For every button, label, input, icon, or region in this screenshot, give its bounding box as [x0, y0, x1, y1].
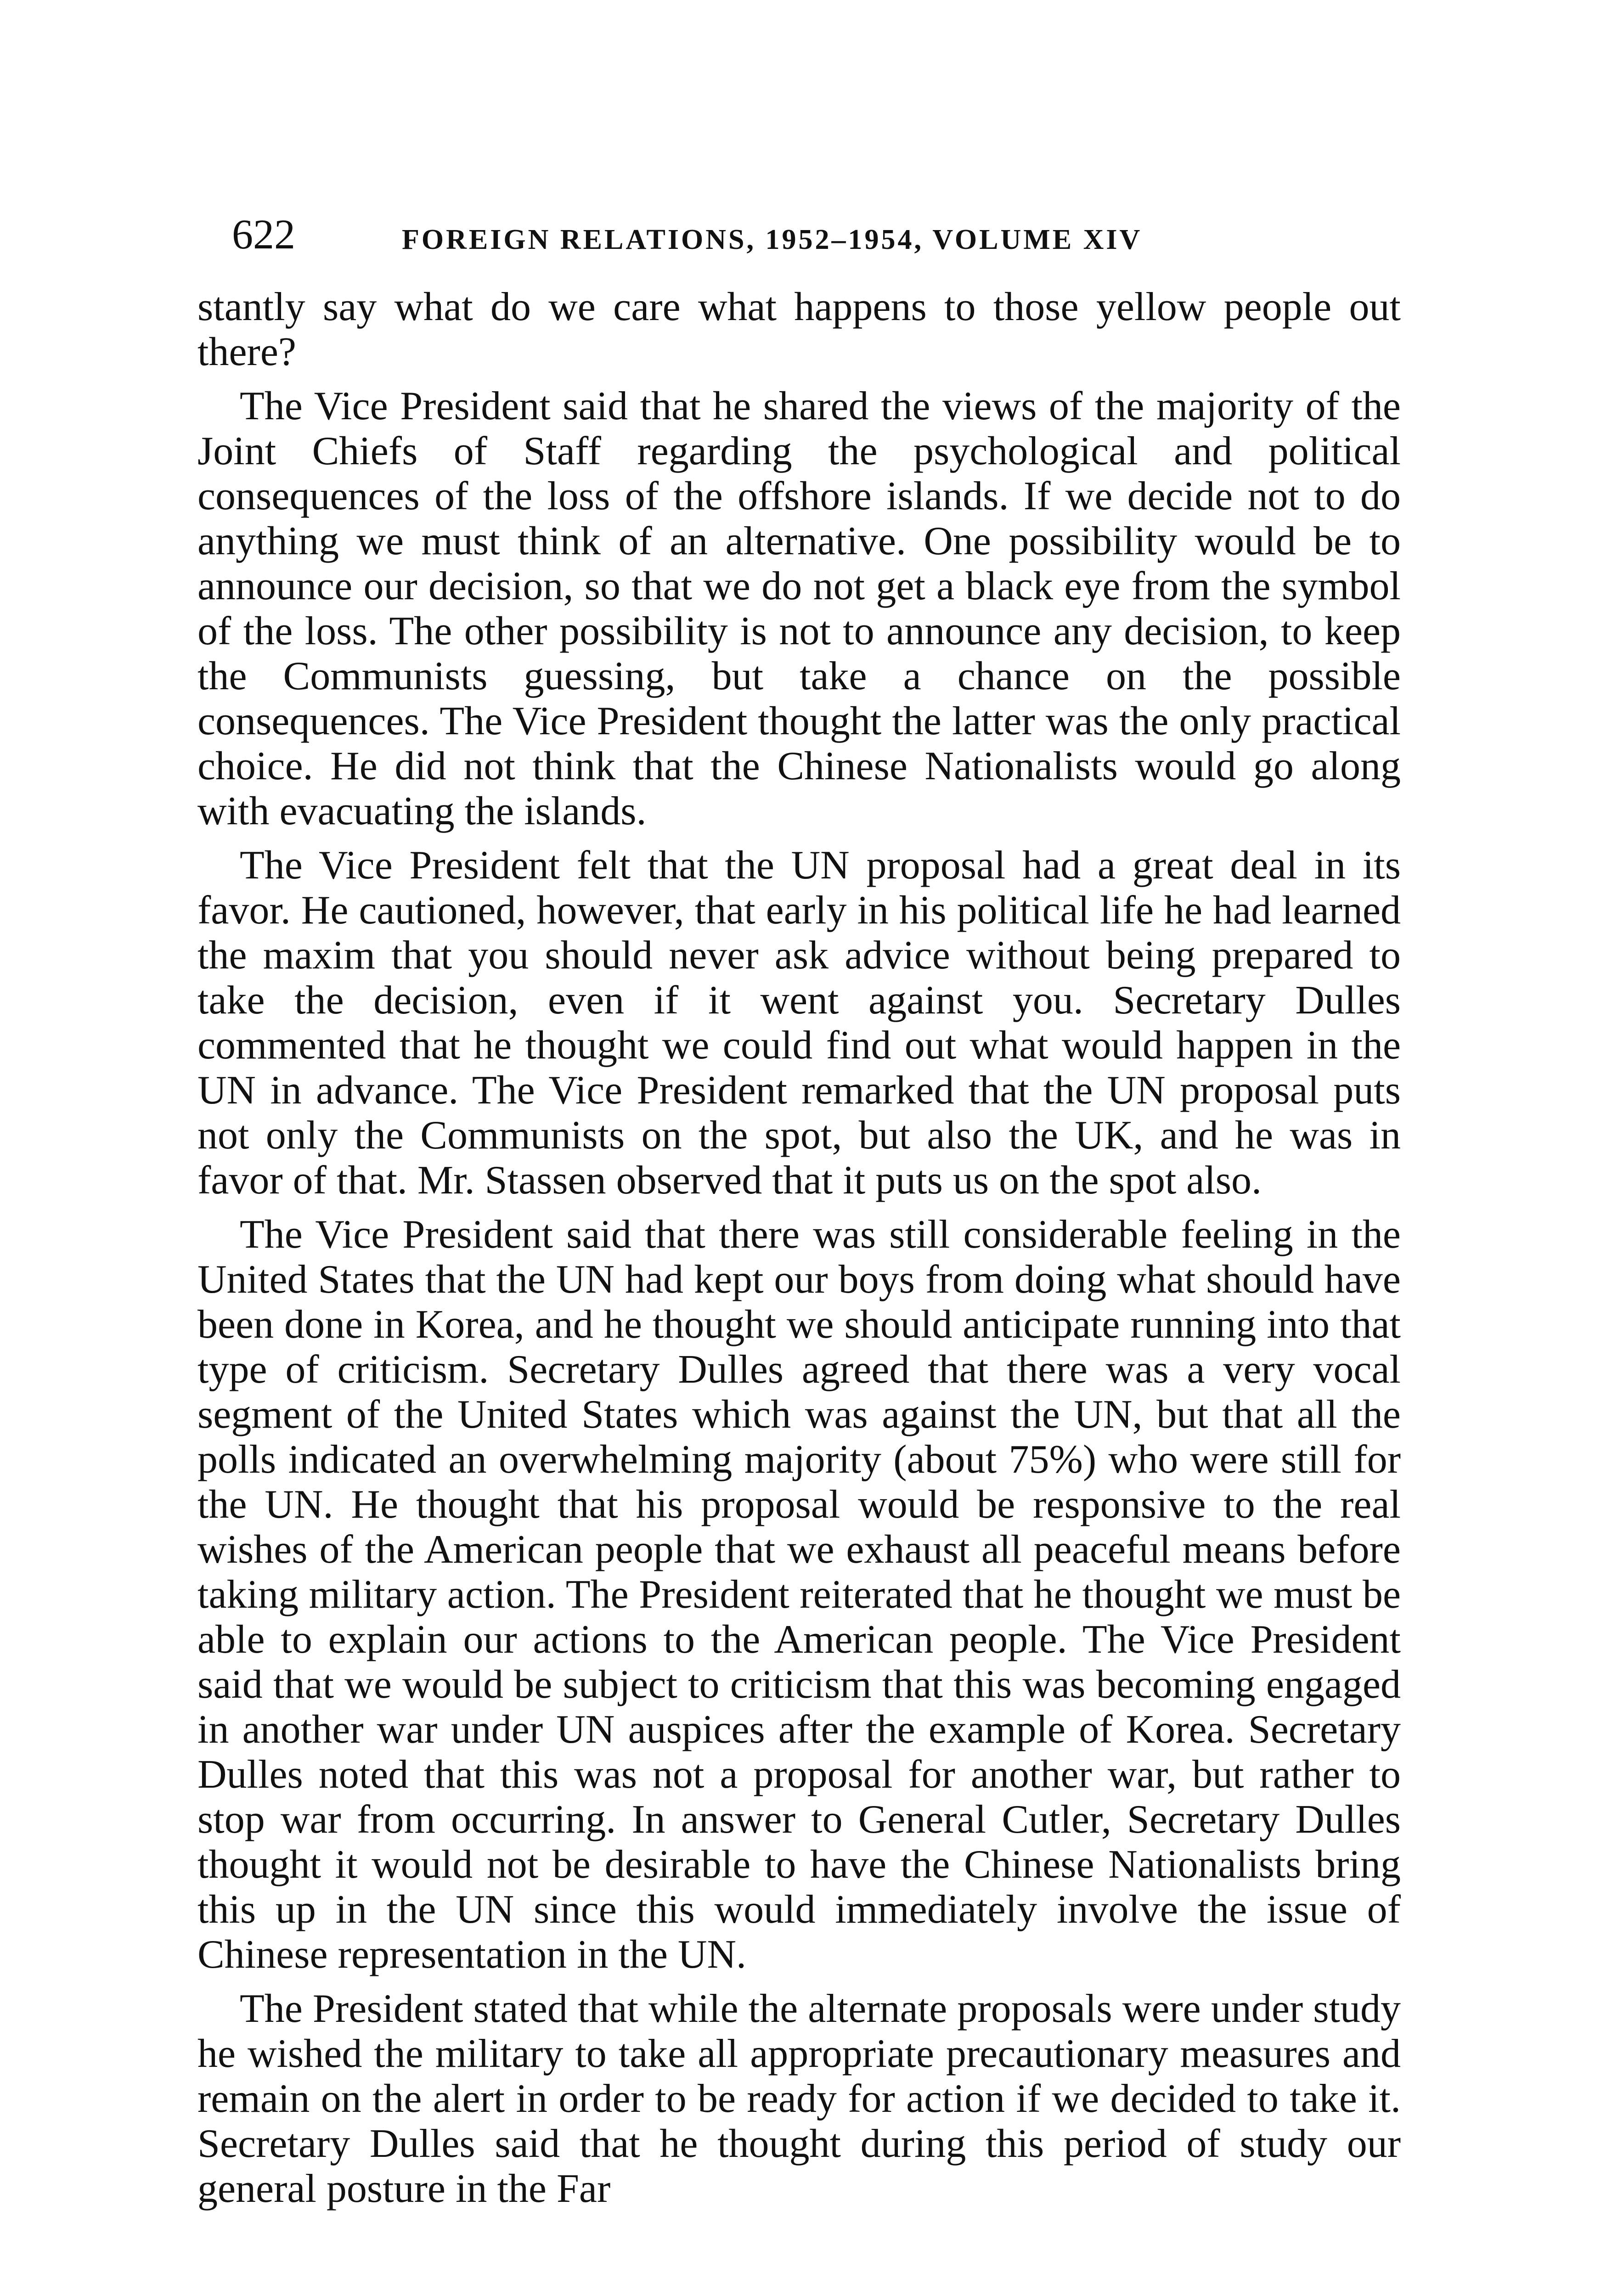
paragraph-continued: stantly say what do we care what happens to those yellow people out there?	[197, 285, 1401, 374]
paragraph: The President stated that while the alternate proposals were under study he wished the military to take all appropriate precautionary measures and remain on the alert in order to be ready for action if we decided to take it. Secretary Dulles said that he thought during this period of study our general posture in the Far	[197, 1986, 1401, 2211]
body-text	[197, 285, 1401, 2212]
paragraph: The Vice President felt that the UN proposal had a great deal in its favor. He cautioned, however, that early in his political life he had learned the maxim that you should never ask advice without being prepared to take the decision, even if it went against you. Secretary Dulles commented that he thought we could find out what would happen in the UN in advance. The Vice President remarked that the UN proposal puts not only the Communists on the spot, but also the UK, and he was in favor of that. Mr. Stassen observed that it puts us on the spot also.	[197, 843, 1401, 1203]
page-number: 622	[232, 211, 295, 258]
running-header	[232, 202, 1408, 266]
paragraph: The Vice President said that he shared the views of the majority of the Joint Chiefs of Staff regarding the psychological and political consequences of the loss of the offshore islands. If we decide not to do anything we must think of an alternative. One possibility would be to announce our decision, so that we do not get a black eye from the symbol of the loss. The other possibility is not to announce any decision, to keep the Communists guessing, but take a chance on the possible consequences. The Vice President thought the latter was the only practical choice. He did not think that the Chinese Nationalists would go along with evacuating the islands.	[197, 384, 1401, 833]
paragraph: The Vice President said that there was still considerable feeling in the United States that the UN had kept our boys from doing what should have been done in Korea, and he thought we should anticipate running into that type of criticism. Secretary Dulles agreed that there was a very vocal segment of the United States which was against the UN, but that all the polls indicated an overwhelming majority (about 75%) who were still for the UN. He thought that his proposal would be responsive to the real wishes of the American people that we exhaust all peaceful means before taking military action. The President reiterated that he thought we must be able to explain our actions to the American people. The Vice President said that we would be subject to criticism that this was becoming engaged in another war under UN auspices after the example of Korea. Secretary Dulles noted that this was not a proposal for another war, but rather to stop war from occurring. In answer to General Cutler, Secretary Dulles thought it would not be desirable to have the Chinese Nationalists bring this up in the UN since this would immediately involve the issue of Chinese representation in the UN.	[197, 1212, 1401, 1977]
running-title: FOREIGN RELATIONS, 1952–1954, VOLUME XIV	[402, 224, 1143, 255]
